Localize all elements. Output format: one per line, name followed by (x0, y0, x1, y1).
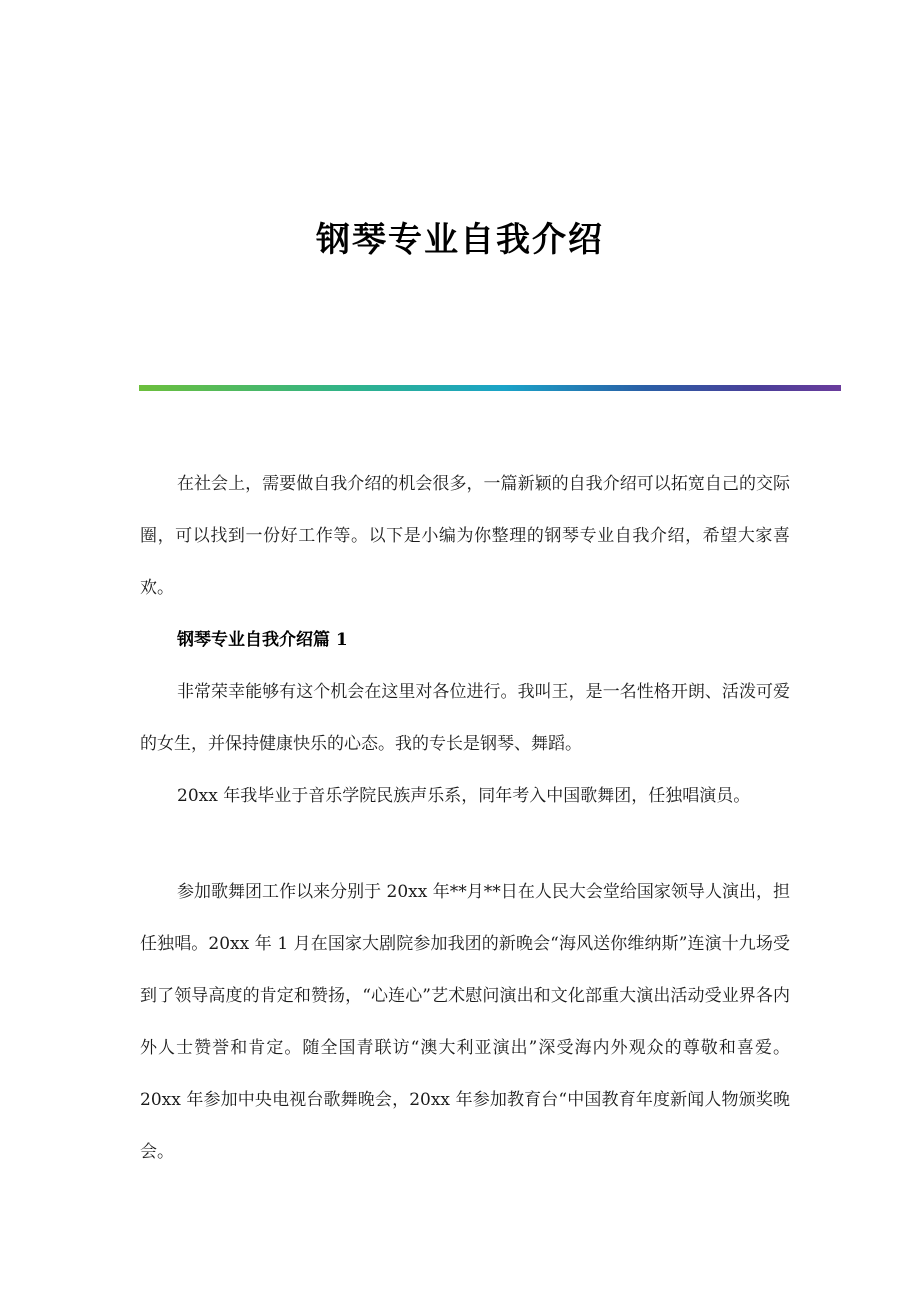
title-divider (139, 385, 841, 391)
section-heading: 钢琴专业自我介绍篇 1 (177, 630, 348, 650)
body-paragraph-3: 参加歌舞团工作以来分别于 20xx 年**月**日在人民大会堂给国家领导人演出，担任独唱。20xx 年 1 月在国家大剧院参加我团的新晚会“海风送你维纳斯”连演十九场受到了领导高度的肯定和赞扬，“心连心”艺术慰问演出和文化部重大演出活动受业界各内外人士赞誉和肯定。随全国青联访“澳大利亚演出”深受海内外观众的尊敬和喜爱。20xx 年参加中央电视台歌舞晚会，20xx 年参加教育台“中国教育年度新闻人物颁奖晚会。 (140, 882, 790, 1162)
document-body (140, 458, 790, 1178)
body-paragraph-2: 20xx 年我毕业于音乐学院民族声乐系，同年考入中国歌舞团，任独唱演员。 (177, 786, 751, 806)
body-paragraph-1: 非常荣幸能够有这个机会在这里对各位进行。我叫王，是一名性格开朗、活泼可爱的女生，并保持健康快乐的心态。我的专长是钢琴、舞蹈。 (140, 682, 790, 754)
document-title: 钢琴专业自我介绍 (316, 220, 604, 260)
intro-paragraph: 在社会上，需要做自我介绍的机会很多，一篇新颖的自我介绍可以拓宽自己的交际圈，可以找到一份好工作等。以下是小编为你整理的钢琴专业自我介绍，希望大家喜欢。 (140, 474, 790, 598)
paragraph-gap (140, 822, 790, 866)
